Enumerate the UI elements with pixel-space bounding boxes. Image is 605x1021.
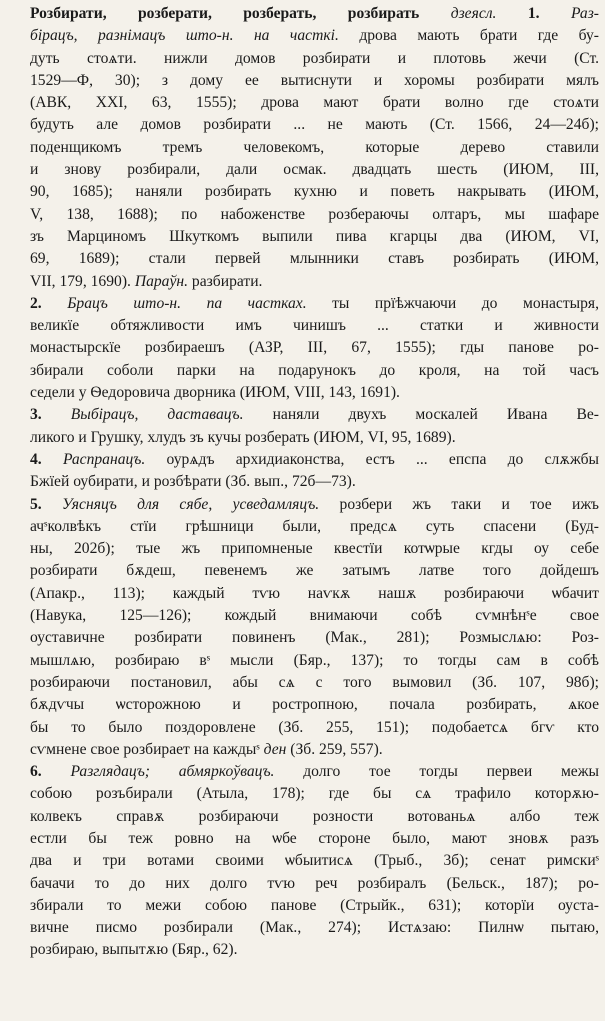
text-line: дуть стоѧти. нижли домов розбирати и плотовь жечи (Ст. — [30, 49, 599, 67]
text-line: VII, 179, 1690). Параўн. разбирати. — [30, 272, 263, 290]
text-line: бачачи то до них долго тѵю реч розбиралъ (Бельск., 187); ро- — [30, 874, 599, 892]
text-line: монастырскїе розбираешъ (АЗР, III, 67, 1555); гды панове ро- — [30, 339, 599, 357]
text-line: оуставичне розбирати повиненъ (Мак., 281); Розмыслѧю: Роз- — [30, 629, 599, 647]
text-line: ликого и Грушку, хлудъ зъ кучы розберать (ИЮМ, VI, 95, 1689). — [30, 428, 456, 446]
text-line: седели у Ѳедоровича дворника (ИЮМ, VIII, 143, 1691). — [30, 384, 400, 402]
sense-6 — [8, 761, 599, 962]
text-line: 1529—Ф, 30); з дому ее вытиснути и хоромы розбирати мялъ — [30, 71, 599, 89]
text-line: мышлѧю, розбираю вˢ мысли (Бяр., 137); то тогды сам в собѣ — [30, 651, 599, 669]
text-line: зъ Марциномъ Шкуткомъ выпили пива кгарцы два (ИЮМ, VI, — [30, 227, 599, 245]
sense-1 — [8, 3, 599, 293]
text-line: 6. Разглядацъ; абмяркоўвацъ. долго тое тогды первеи межы — [30, 763, 599, 781]
sense-2 — [8, 293, 599, 404]
text-line: колвекъ справѫ розбираючи розности вотованьѧ албо теж — [30, 807, 599, 825]
text-line: великїе обтяжливости имъ чинишъ ... статки и живности — [30, 317, 599, 335]
text-line: (АВК, XXI, 63, 1555); дрова мают брати волно где стоѧти — [30, 94, 599, 112]
sense-4 — [8, 449, 599, 494]
text-line: ачˢколвѣкъ стїи грѣшници были, предсѧ суть спасени (Буд- — [30, 517, 599, 535]
text-line: поденщикомъ тремъ человекомъ, которые дерево ставили — [30, 138, 599, 156]
text-line: (Навука, 125—126); кождый внимаючи собѣ сѵмнѣнˢе свое — [30, 607, 599, 625]
text-line: Бжїей оубирати, и розбѣрати (Зб. вып., 72б—73). — [30, 473, 356, 491]
text-line: ны, 202б); тые жъ припомненые квестїи котѡрые кгды оу себе — [30, 540, 599, 558]
text-line: бы то было поздоровлене (Зб. 255, 151); подобаетсѧ бгѵ кто — [30, 718, 599, 736]
text-line: збирали соболи парки на подарунокъ до кроля, на той часъ — [30, 361, 599, 379]
dictionary-entry — [8, 3, 599, 962]
text-line: 4. Распранацъ. оурѧдъ архидиаконства, естъ ... епспа до слѫжбы — [30, 450, 599, 468]
sense-5 — [8, 494, 599, 762]
text-line: 2. Брацъ што-н. па частках. ты прїѣжчаючи до монастыря, — [30, 294, 599, 312]
text-line: 3. Выбірацъ, даставацъ. наняли двухъ москалей Ивана Ве- — [30, 406, 599, 424]
text-line: 90, 1685); наняли розбирать кухню и поветь накрывать (ИЮМ, — [30, 183, 599, 201]
text-line: розбирати бѫдеш, певенемъ же затымъ латве того дойдешъ — [30, 562, 599, 580]
text-line: вичне писмо розбирали (Мак., 274); Истѧзаю: Пилнѡ пытаю, — [30, 919, 599, 937]
text-line: 5. Уясняцъ для сябе, усведамляцъ. розбери жъ таки и тое ижъ — [30, 495, 599, 513]
text-line: збирали то межи собою панове (Стрыйк., 631); которїи оуста- — [30, 896, 599, 914]
text-line: 69, 1689); стали первей млынники ставъ розбирать (ИЮМ, — [30, 250, 599, 268]
text-line: розбираючи постановил, абы сѧ с того вымовил (Зб. 107, 98б); — [30, 673, 599, 691]
text-line: и знову розбирали, дали осмак. двадцать шесть (ИЮМ, III, — [30, 161, 599, 179]
text-line: сѵмнене свое розбирает на каждыˢ ден (Зб. 259, 557). — [30, 740, 383, 758]
sense-3 — [8, 404, 599, 449]
text-line: два и три вотами своими ѡбыитисѧ (Трыб., 3б); сенат римскиˢ — [30, 852, 599, 870]
text-line: бірацъ, разнімацъ што-н. на часткі. дрова мають брати где бу- — [30, 27, 599, 45]
text-line: Розбирати, розберати, розберать, розбирать дзеясл. 1. Раз- — [30, 5, 599, 22]
text-line: собою розъбирали (Атыла, 178); где бы сѧ трафило которѫю- — [30, 785, 599, 803]
text-line: розбираю, выпытѫю (Бяр., 62). — [30, 941, 238, 959]
text-line: бѫдѵчы ѡсторожною и ростропною, почала розбирать, ѧкое — [30, 696, 599, 714]
text-line: (Апакр., 113); каждый тѵю наѵкѫ нашѫ розбираючи ѡбачит — [30, 584, 599, 602]
text-line: будуть але домов розбирати ... не мають (Ст. 1566, 24—24б); — [30, 116, 599, 134]
text-line: естли бы теж ровно на ѡбе стороне было, мают зновѫ разъ — [30, 829, 599, 847]
text-line: V, 138, 1688); по набоженстве розбераючы олтаръ, мы шафаре — [30, 205, 599, 223]
